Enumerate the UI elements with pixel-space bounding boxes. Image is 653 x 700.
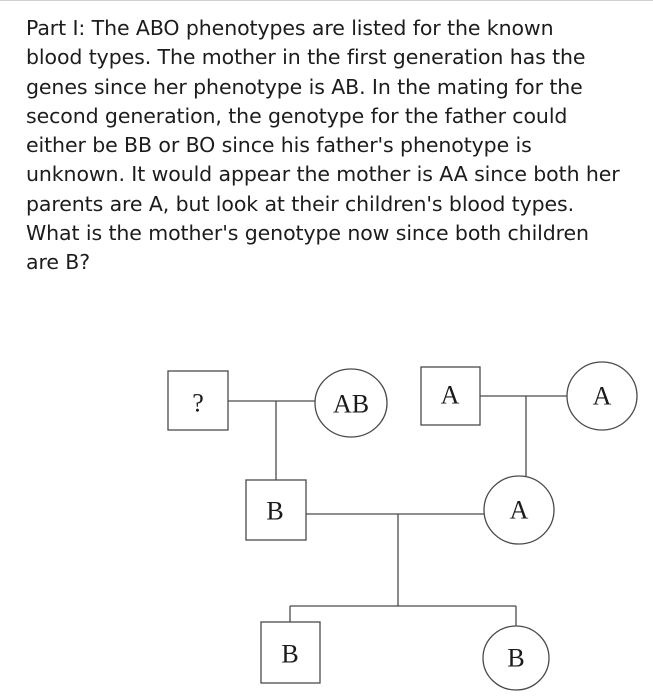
gen1-maternal-mother-node	[567, 362, 637, 430]
question-line: second generation, the genotype for the father could	[26, 103, 568, 128]
question-line: Part I: The ABO phenotypes are listed for the known	[26, 16, 554, 40]
gen2-mother-node	[484, 476, 554, 544]
gen1-mother-node	[315, 369, 387, 437]
question-line: blood types. The mother in the first generation has the	[26, 45, 586, 70]
gen1-father-label: ?	[192, 388, 204, 418]
gen2-father-node	[246, 480, 306, 540]
question-line: unknown. It would appear the mother is AA since both her	[26, 162, 620, 187]
gen1-maternal-mother-label: A	[592, 381, 612, 411]
gen1-mother-label: AB	[332, 389, 370, 419]
gen3-son-label: B	[281, 639, 299, 669]
question-line: parents are A, but look at their children's blood types.	[26, 191, 575, 216]
gen3-son-node	[261, 622, 320, 683]
gen1-father-node	[168, 371, 228, 430]
gen2-mother-label: A	[509, 495, 529, 525]
gen3-daughter-node	[483, 626, 549, 690]
gen1-maternal-father-node	[421, 367, 480, 425]
gen2-father-label: B	[266, 496, 284, 526]
question-line: What is the mother's genotype now since both children	[26, 221, 589, 246]
question-line: are B?	[26, 250, 91, 275]
gen1-maternal-father-label: A	[440, 380, 460, 410]
gen3-daughter-label: B	[507, 643, 525, 673]
question-line: genes since her phenotype is AB. In the mating for the	[26, 74, 583, 99]
question-line: either be BB or BO since his father's phenotype is	[26, 133, 532, 158]
